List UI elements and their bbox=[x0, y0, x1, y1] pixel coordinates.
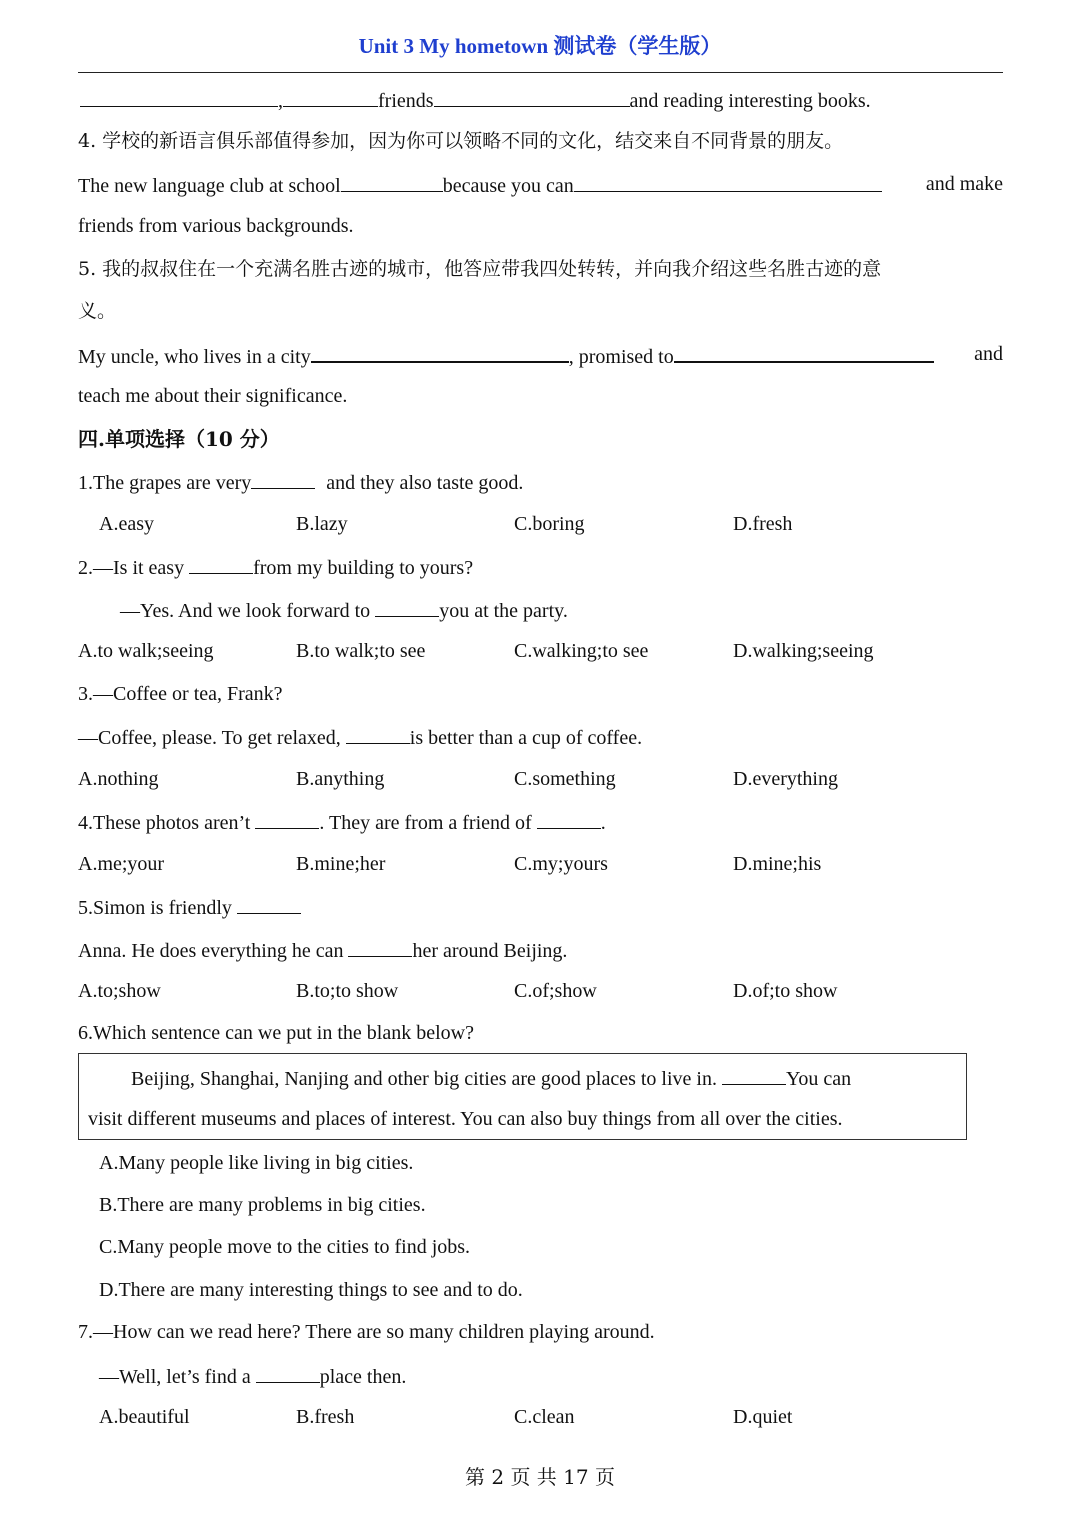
mc2-stem bbox=[78, 553, 473, 581]
page-header-title: Unit 3 My hometown 测试卷（学生版） bbox=[358, 34, 722, 58]
mc3-option-d[interactable]: D.everything bbox=[733, 768, 838, 790]
mc7-option-d[interactable]: D.quiet bbox=[733, 1406, 793, 1428]
mc6-passage-line2: visit different museums and places of interest. You can also buy things from all over the cities. bbox=[88, 1108, 843, 1130]
q4-english bbox=[78, 171, 1003, 199]
stem-text: is better than a cup of coffee. bbox=[409, 727, 643, 749]
mc2-option-a[interactable]: A.to walk;seeing bbox=[78, 640, 214, 662]
mc7-option-b[interactable]: B.fresh bbox=[296, 1406, 355, 1428]
mc6-option-b[interactable]: B.There are many problems in big cities. bbox=[99, 1194, 426, 1216]
stem-text: 2.—Is it easy bbox=[78, 557, 190, 579]
mc7-option-c[interactable]: C.clean bbox=[514, 1406, 575, 1428]
q4-chinese: 4. 学校的新语言俱乐部值得参加，因为你可以领略不同的文化，结交来自不同背景的朋友。 bbox=[78, 130, 844, 152]
mc1-option-c[interactable]: C.boring bbox=[514, 513, 585, 535]
mc2-option-b[interactable]: B.to walk;to see bbox=[296, 640, 426, 662]
q5-text-c: and bbox=[974, 343, 1003, 365]
stem-text: 1.The grapes are very bbox=[78, 472, 252, 494]
answer-blank[interactable] bbox=[255, 808, 319, 829]
answer-blank[interactable] bbox=[311, 341, 569, 363]
tail-text: and reading interesting books. bbox=[629, 90, 871, 112]
stem-text: you at the party. bbox=[439, 600, 568, 622]
answer-blank[interactable] bbox=[348, 936, 412, 957]
stem-text: her around Beijing. bbox=[412, 940, 568, 962]
mc5-option-d[interactable]: D.of;to show bbox=[733, 980, 838, 1002]
mc7-stem-reply bbox=[99, 1362, 406, 1390]
q4-text-c: and make bbox=[925, 173, 1003, 195]
mc1-stem bbox=[78, 468, 523, 496]
answer-blank[interactable] bbox=[674, 341, 934, 363]
mc6-passage-line1 bbox=[131, 1064, 851, 1092]
stem-text: . bbox=[600, 812, 606, 834]
mc5-stem-cont bbox=[78, 936, 567, 964]
mc5-option-c[interactable]: C.of;show bbox=[514, 980, 597, 1002]
mc5-stem bbox=[78, 893, 301, 921]
section-title: 四.单项选择（10 分） bbox=[78, 427, 280, 451]
answer-blank[interactable] bbox=[722, 1064, 786, 1085]
mc4-stem bbox=[78, 808, 606, 836]
stem-text: —Yes. And we look forward to bbox=[120, 600, 376, 622]
mc3-option-a[interactable]: A.nothing bbox=[78, 768, 159, 790]
mc2-option-d[interactable]: D.walking;seeing bbox=[733, 640, 874, 662]
mc2-option-c[interactable]: C.walking;to see bbox=[514, 640, 649, 662]
page-number-footer: 第 2 页 共 17 页 bbox=[465, 1465, 615, 1489]
mc1-option-d[interactable]: D.fresh bbox=[733, 513, 793, 535]
mc6-option-c[interactable]: C.Many people move to the cities to find jobs. bbox=[99, 1236, 471, 1258]
stem-text: Anna. He does everything he can bbox=[78, 940, 349, 962]
stem-text: —Coffee, please. To get relaxed, bbox=[78, 727, 346, 749]
mc4-option-b[interactable]: B.mine;her bbox=[296, 853, 386, 875]
mc6-option-a[interactable]: A.Many people like living in big cities. bbox=[99, 1152, 414, 1174]
mc7-option-a[interactable]: A.beautiful bbox=[99, 1406, 190, 1428]
header-divider bbox=[78, 72, 1003, 73]
mc4-option-c[interactable]: C.my;yours bbox=[514, 853, 608, 875]
friends-text: friends bbox=[378, 90, 434, 112]
q4-english-cont: friends from various backgrounds. bbox=[78, 215, 354, 237]
answer-blank[interactable] bbox=[434, 86, 630, 107]
answer-blank[interactable] bbox=[375, 596, 439, 617]
answer-blank[interactable] bbox=[341, 171, 443, 192]
mc4-option-d[interactable]: D.mine;his bbox=[733, 853, 822, 875]
mc2-stem-reply bbox=[120, 596, 568, 624]
answer-blank[interactable] bbox=[283, 86, 378, 107]
mc1-option-a[interactable]: A.easy bbox=[99, 513, 154, 535]
answer-blank[interactable] bbox=[346, 723, 410, 744]
stem-text: from my building to yours? bbox=[253, 557, 474, 579]
q4-text-b: because you can bbox=[442, 175, 574, 197]
answer-blank[interactable] bbox=[189, 553, 253, 574]
stem-text: —Well, let’s find a bbox=[99, 1366, 256, 1388]
stem-text: 5.Simon is friendly bbox=[78, 897, 237, 919]
comma-text: , bbox=[278, 90, 283, 112]
mc3-option-c[interactable]: C.something bbox=[514, 768, 616, 790]
q5-english-cont: teach me about their significance. bbox=[78, 385, 348, 407]
mc4-option-a[interactable]: A.me;your bbox=[78, 853, 165, 875]
mc6-stem: 6.Which sentence can we put in the blank below? bbox=[78, 1022, 474, 1044]
answer-blank[interactable] bbox=[537, 808, 601, 829]
mc5-option-a[interactable]: A.to;show bbox=[78, 980, 161, 1002]
mc3-option-b[interactable]: B.anything bbox=[296, 768, 385, 790]
stem-text: 4.These photos aren’t bbox=[78, 812, 256, 834]
answer-blank[interactable] bbox=[237, 893, 301, 914]
q5-text-b: , promised to bbox=[568, 346, 674, 368]
mc7-stem: 7.—How can we read here? There are so many children playing around. bbox=[78, 1321, 655, 1343]
q5-text-a: My uncle, who lives in a city bbox=[78, 346, 311, 368]
answer-blank[interactable] bbox=[574, 171, 882, 192]
mc5-option-b[interactable]: B.to;to show bbox=[296, 980, 399, 1002]
mc3-stem-reply bbox=[78, 723, 642, 751]
prev-item-line bbox=[80, 86, 871, 114]
stem-text: and they also taste good. bbox=[326, 472, 524, 494]
q5-chinese-cont: 义。 bbox=[78, 300, 117, 322]
passage-text: You can bbox=[785, 1068, 852, 1090]
mc3-stem: 3.—Coffee or tea, Frank? bbox=[78, 683, 283, 705]
mc1-option-b[interactable]: B.lazy bbox=[296, 513, 348, 535]
answer-blank[interactable] bbox=[251, 468, 315, 489]
q4-text-a: The new language club at school bbox=[78, 175, 341, 197]
answer-blank[interactable] bbox=[80, 86, 278, 107]
mc6-option-d[interactable]: D.There are many interesting things to see and to do. bbox=[99, 1279, 523, 1301]
passage-text: Beijing, Shanghai, Nanjing and other big cities are good places to live in. bbox=[131, 1068, 722, 1090]
stem-text: place then. bbox=[319, 1366, 407, 1388]
stem-text: . They are from a friend of bbox=[319, 812, 537, 834]
answer-blank[interactable] bbox=[256, 1362, 320, 1383]
q5-chinese: 5. 我的叔叔住在一个充满名胜古迹的城市，他答应带我四处转转，并向我介绍这些名胜古迹的意 bbox=[78, 258, 882, 280]
q5-english bbox=[78, 341, 1003, 370]
